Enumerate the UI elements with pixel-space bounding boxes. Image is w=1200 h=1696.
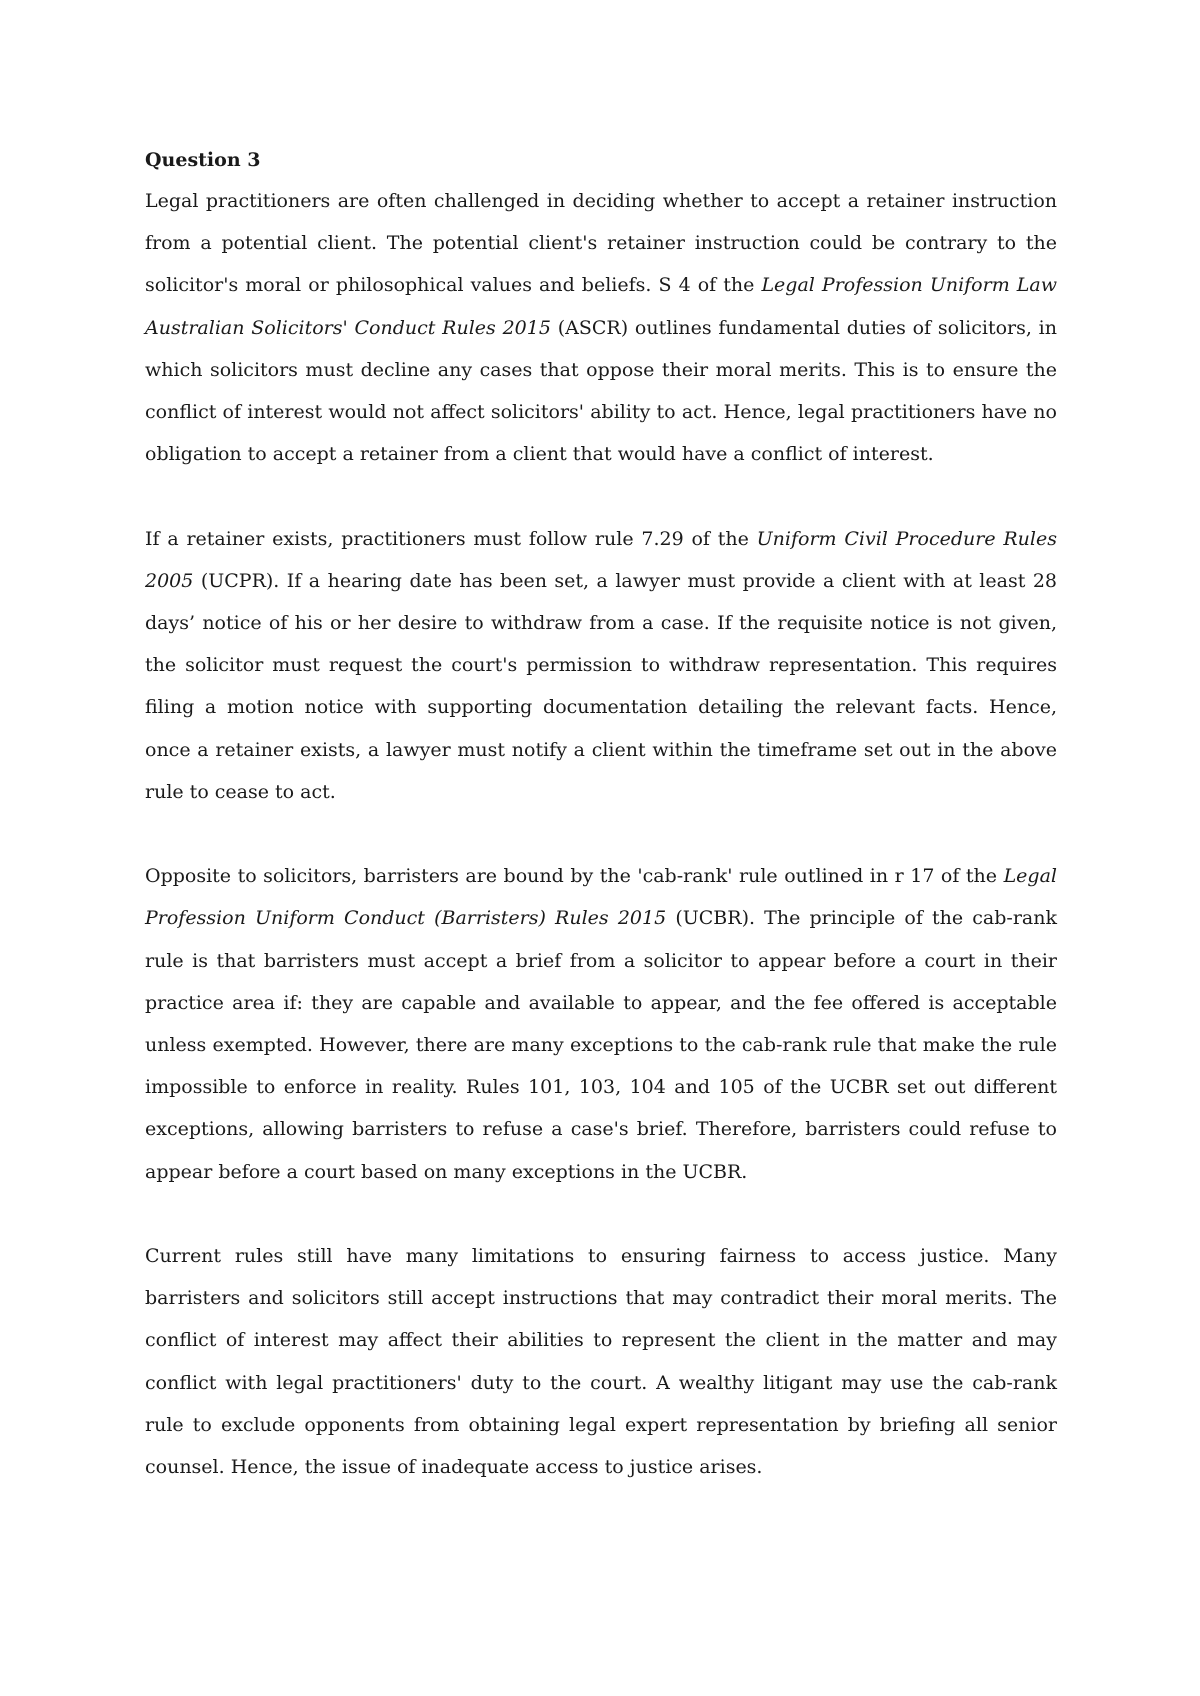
- paragraph-text: (ASCR) outlines fundamental duties of solicitors, in which solicitors must decline any cases that oppose their moral merits. This is to ensure the conflict of interest would not affect solicitors' ability to act. Hence, legal practitioners have no obligation to accept a retainer from a client that would have a conflict of interest.: [145, 316, 1057, 466]
- paragraph-text: If a retainer exists, practitioners must follow rule 7.29 of the: [145, 527, 757, 550]
- citation-ucbr: Legal Profession Uniform Conduct (Barristers) Rules 2015: [145, 865, 1057, 930]
- paragraph-retainer-instruction: [145, 180, 1057, 475]
- paragraph-cab-rank: [145, 855, 1057, 1193]
- paragraph-limitations: Current rules still have many limitations to ensuring fairness to access justice. Many barristers and solicitors still accept instructions that may contradict their moral merits. The conflict of interest may affect their abilities to represent the client in the matter and may conflict with legal practitioners' duty to the court. A wealthy litigant may use the cab-rank rule to exclude opponents from obtaining legal expert representation by briefing all senior counsel. Hence, the issue of inadequate access to justice arises.: [145, 1245, 1057, 1479]
- question-heading: Question 3: [145, 149, 261, 171]
- paragraph-withdrawal: [145, 518, 1057, 813]
- paragraph-text: Opposite to solicitors, barristers are bound by the 'cab-rank' rule outlined in r 17 of the: [145, 865, 1004, 888]
- paragraph-text: Legal practitioners are often challenged in deciding whether to accept a retainer instruction from a potential client. The potential client's retainer instruction could be contrary to the solicitor's moral or philosophical values and beliefs. S 4 of the: [145, 190, 1057, 297]
- paragraph-text: (UCBR). The principle of the cab-rank rule is that barristers must accept a brief from a solicitor to appear before a court in their practice area if: they are capable and available to appear, and the fee offered is acceptable unless exempted. However, there are many exceptions to the cab-rank rule that make the rule impossible to enforce in reality. Rules 101, 103, 104 and 105 of the UCBR set out different exceptions, allowing barristers to refuse a case's brief. Therefore, barristers could refuse to appear before a court based on many exceptions in the UCBR.: [145, 907, 1058, 1183]
- document-body: [145, 145, 1057, 1530]
- citation-ucpr: Uniform Civil Procedure Rules 2005: [145, 527, 1057, 592]
- paragraph-text: (UCPR). If a hearing date has been set, a lawyer must provide a client with at least 28 days’ notice of his or her desire to withdraw from a case. If the requisite notice is not given, the solicitor must request the court's permission to withdraw representation. This requires filing a motion notice with supporting documentation detailing the relevant facts. Hence, once a retainer exists, a lawyer must notify a client within the timeframe set out in the above rule to cease to act.: [145, 569, 1057, 803]
- citation-ascr: Legal Profession Uniform Law Australian Solicitors' Conduct Rules 2015: [145, 274, 1057, 339]
